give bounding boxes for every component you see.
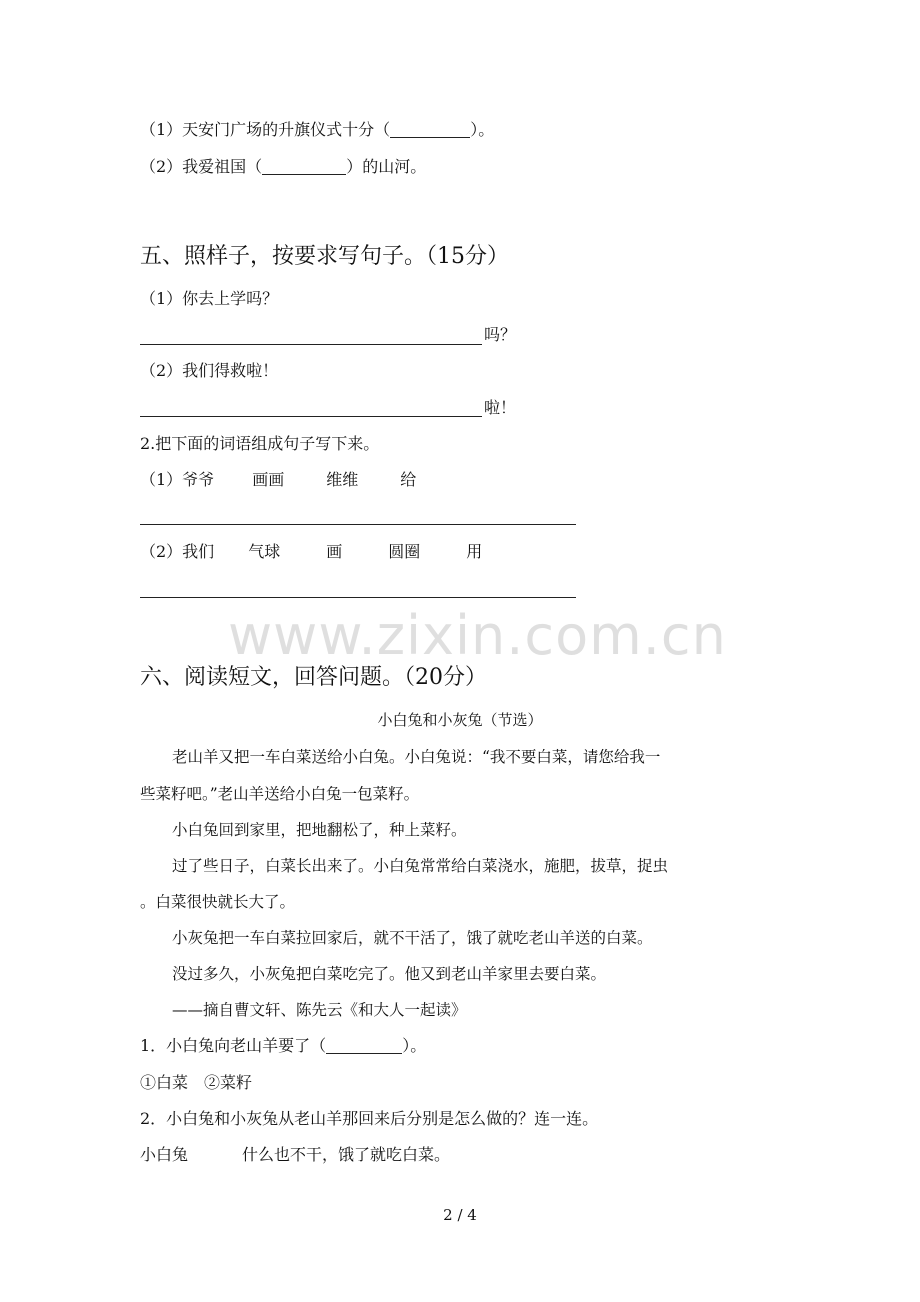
fill-item-2 (140, 157, 426, 177)
question-2: 2．小白兔和小灰兔从老山羊那回来后分别是怎么做的？连一连。 (140, 1109, 599, 1128)
fill-item-1-end: ）。 (470, 120, 495, 139)
word-group-2 (140, 542, 482, 562)
passage-line: 没过多久，小灰兔把白菜吃完了。他又到老山羊家里去要白菜。 (172, 965, 607, 983)
answer-line-2[interactable] (140, 416, 482, 417)
match-left-item[interactable]: 小白兔 (140, 1145, 189, 1164)
passage-line: 过了些日子，白菜长出来了。小白兔常常给白菜浇水，施肥，拔草，捉虫 (172, 857, 669, 875)
blank-3[interactable] (326, 1037, 402, 1054)
part-2-instruction: 2.把下面的词语组成句子写下来。 (140, 434, 380, 453)
word: 气球 (248, 542, 281, 561)
passage-line: 。白菜很快就长大了。 (140, 893, 296, 911)
section-6-heading: 六、阅读短文，回答问题。（20分） (140, 665, 487, 690)
section-5-heading: 五、照样子，按要求写句子。（15分） (140, 244, 509, 269)
blank-1[interactable] (390, 121, 470, 138)
fill-item-1-text: （1）天安门广场的升旗仪式十分（ (140, 120, 391, 139)
watermark: www.zixin.com.cn (228, 604, 727, 667)
word: 给 (400, 470, 417, 489)
passage-line: 些菜籽吧。”老山羊送给小白兔一包菜籽。 (140, 785, 420, 803)
question-1-options: ①白菜 ②菜籽 (140, 1073, 253, 1092)
passage-title: 小白兔和小灰兔（节选） (377, 711, 543, 729)
answer-line-4[interactable] (140, 597, 576, 598)
word-group-1-label: （1）爷爷 (140, 470, 215, 489)
word: 画 (326, 542, 343, 561)
word: 维维 (326, 470, 359, 489)
passage-line: 小白兔回到家里，把地翻松了，种上菜籽。 (172, 821, 467, 839)
answer-line-1[interactable] (140, 344, 482, 345)
passage-line: 小灰兔把一车白菜拉回家后，就不干活了，饿了就吃老山羊送的白菜。 (172, 929, 653, 947)
sentence-1: （1）你去上学吗？ (140, 289, 279, 308)
match-right-item[interactable]: 什么也不干，饿了就吃白菜。 (242, 1145, 451, 1164)
question-1-end: ）。 (402, 1036, 427, 1055)
fill-item-1 (140, 120, 494, 140)
page-number: 2 / 4 (443, 1206, 477, 1224)
word-group-1 (140, 470, 416, 490)
word: 画画 (252, 470, 285, 489)
word: 圆圈 (388, 542, 421, 561)
fill-item-2-end: ）的山河。 (346, 157, 427, 176)
word: 用 (466, 542, 483, 561)
question-1 (140, 1036, 426, 1056)
passage-line: 老山羊又把一车白菜送给小白兔。小白兔说：“我不要白菜，请您给我一 (172, 748, 661, 766)
blank-2[interactable] (262, 158, 346, 175)
answer-line-3[interactable] (140, 524, 576, 525)
passage-source: ——摘自曹文轩、陈先云《和大人一起读》 (172, 1001, 467, 1019)
word-group-2-label: （2）我们 (140, 542, 215, 561)
sentence-2: （2）我们得救啦！ (140, 361, 279, 380)
question-1-text: 1．小白兔向老山羊要了（ (140, 1036, 327, 1055)
fill-item-2-text: （2）我爱祖国（ (140, 157, 263, 176)
sentence-2-end: 啦！ (484, 398, 517, 417)
sentence-1-end: 吗？ (484, 325, 517, 344)
